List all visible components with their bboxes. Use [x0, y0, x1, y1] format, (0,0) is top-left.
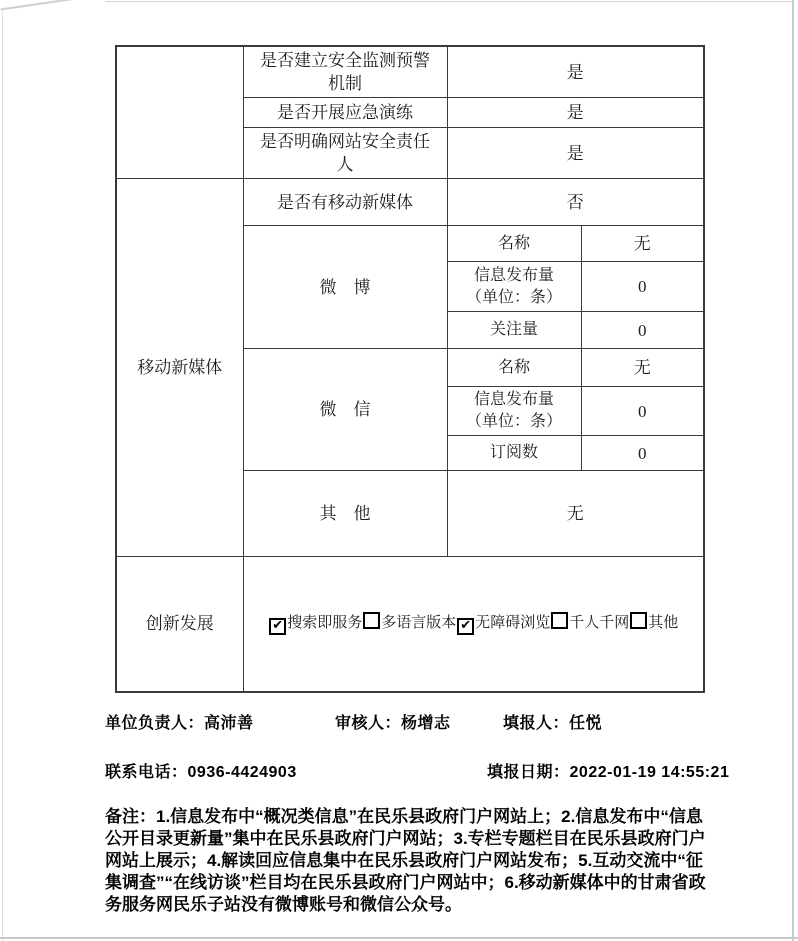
table-row	[116, 557, 704, 692]
field-name-cell: 名称	[447, 349, 581, 387]
field-value-cell: 0	[581, 436, 704, 471]
field-value-cell: 0	[581, 387, 704, 436]
filler-field	[503, 710, 602, 733]
reviewer-label: 审核人：	[335, 715, 402, 732]
phone-value: 0936-4424903	[187, 764, 297, 781]
report-date-value: 2022-01-19 14:55:21	[569, 764, 730, 781]
section-label-cell-empty	[116, 46, 243, 179]
answer-cell: 是	[447, 128, 704, 179]
table-row	[116, 46, 704, 98]
table-row	[116, 179, 704, 226]
other-label-cell: 其 他	[243, 471, 447, 557]
checkbox-label-multilingual: 多语言版本	[381, 615, 457, 632]
checkbox-multilingual[interactable]	[363, 612, 380, 629]
question-cell: 是否建立安全监测预警机制	[243, 46, 447, 98]
field-name-line2: （单位：条）	[465, 413, 562, 430]
page-scan-skew-line	[0, 0, 117, 11]
checkmark-icon: ✔	[460, 618, 472, 634]
answer-cell: 否	[447, 179, 704, 226]
checkbox-accessibility[interactable]	[457, 618, 474, 635]
field-value-cell: 0	[581, 262, 704, 312]
checkbox-label-other: 其他	[648, 615, 679, 632]
field-value-cell: 无	[581, 226, 704, 262]
report-table	[115, 45, 705, 693]
section-label-innovation: 创新发展	[116, 557, 243, 692]
unit-head-value: 高沛善	[204, 715, 254, 732]
checkbox-label-accessibility: 无障碍浏览	[475, 615, 551, 632]
field-name-cell	[447, 387, 581, 436]
question-cell: 是否开展应急演练	[243, 98, 447, 128]
report-date-label: 填报日期：	[487, 764, 570, 781]
question-cell: 是否明确网站安全责任人	[243, 128, 447, 179]
innovation-options-cell	[243, 557, 704, 692]
field-name-cell	[447, 262, 581, 312]
notes-paragraph: 备注：1.信息发布中“概况类信息”在民乐县政府门户网站上；2.信息发布中“信息公开目录更新量”集中在民乐县政府门户网站；3.专栏专题栏目在民乐县政府门户网站上展示；4.解读回应信息集中在民乐县政府门户网站发布；5.互动交流中“征集调查”“在线访谈”栏目均在民乐县政府门户网站中；6.移动新媒体中的甘肃省政务服务网民乐子站没有微博账号和微信公众号。	[105, 807, 706, 914]
wechat-label-cell: 微 信	[243, 349, 447, 471]
reviewer-value: 杨增志	[401, 715, 451, 732]
field-name-cell: 名称	[447, 226, 581, 262]
filler-value: 任悦	[569, 715, 603, 732]
answer-cell: 是	[447, 98, 704, 128]
phone-field	[105, 759, 297, 782]
unit-head-label: 单位负责人：	[105, 715, 205, 732]
page-edge-bottom	[0, 937, 798, 939]
report-date-field	[487, 759, 729, 782]
answer-cell: 是	[447, 46, 704, 98]
checkbox-label-qianren-qianwang: 千人千网	[569, 615, 630, 632]
question-cell: 是否有移动新媒体	[243, 179, 447, 226]
section-label-mobile-media: 移动新媒体	[116, 179, 243, 557]
checkbox-qianren-qianwang[interactable]	[551, 612, 568, 629]
field-value-cell: 0	[581, 312, 704, 349]
phone-label: 联系电话：	[105, 764, 188, 781]
filler-label: 填报人：	[503, 715, 570, 732]
checkbox-search-as-service[interactable]	[269, 618, 286, 635]
field-name-cell: 订阅数	[447, 436, 581, 471]
field-name-line1: 信息发布量	[473, 391, 554, 408]
field-name-cell: 关注量	[447, 312, 581, 349]
weibo-label-cell: 微 博	[243, 226, 447, 349]
field-value-cell: 无	[581, 349, 704, 387]
page-edge-top	[105, 1, 794, 2]
other-value-cell: 无	[447, 471, 704, 557]
page-edge-right	[792, 0, 794, 941]
checkbox-other[interactable]	[630, 612, 647, 629]
page-edge-left	[2, 10, 3, 941]
unit-head-field	[105, 710, 254, 733]
reviewer-field	[335, 710, 451, 733]
checkbox-label-search-as-service: 搜索即服务	[287, 615, 363, 632]
field-name-line2: （单位：条）	[465, 288, 562, 306]
checkmark-icon: ✔	[272, 618, 284, 634]
field-name-line1: 信息发布量	[473, 266, 554, 284]
